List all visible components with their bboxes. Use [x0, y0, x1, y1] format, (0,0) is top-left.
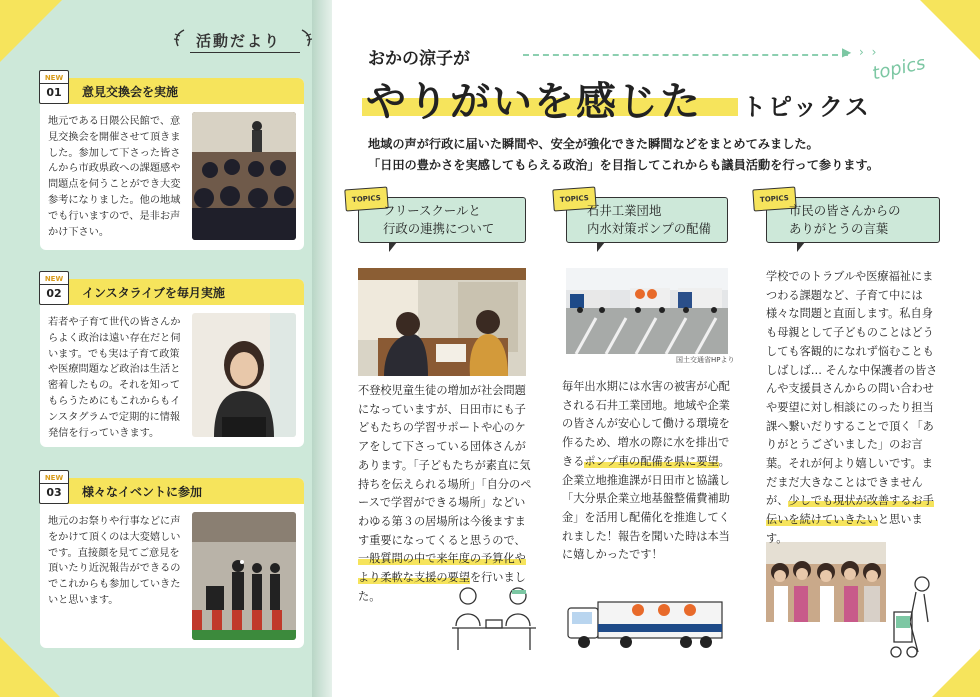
intro-line: 地域の声が行政に届いた瞬間や、安全が強化できた瞬間などをまとめてみました。	[368, 137, 819, 151]
page-title-suffix: トピックス	[742, 93, 871, 121]
new-badge: NEW 03	[39, 470, 69, 504]
topic-body: 不登校児童生徒の増加が社会問題になっていますが、日田市にも子どもたちの学習サポートや心のケアをして下さっている団体さんがあります。「子どもたちが素直に気持ちを伝えられる場所」「自分のペースで学習ができる場所」などいわゆる第３の居場所は今後ますます重要になってくると思うので、一般質問の中で来年度の予算化やより柔軟な支援の要望を行いました。	[358, 384, 532, 603]
new-badge: NEW 01	[39, 70, 69, 104]
card-title: 様々なイベントに参加	[82, 485, 203, 499]
corner-decoration	[0, 0, 62, 62]
intro-line: 「日田の豊かさを実感してもらえる政治」を目指してこれからも議員活動を行って参ります。	[368, 158, 879, 172]
page-fold	[312, 0, 332, 697]
consultation-illustration	[448, 582, 540, 652]
corner-decoration	[920, 0, 980, 60]
highlighted-text: 一般質問の中で来年度の予算化やより柔軟な支援の要望	[358, 552, 526, 585]
topic-title: 石井工業団地 内水対策ポンプの配備	[587, 203, 711, 236]
title-underline	[190, 52, 300, 53]
card-text: 若者や子育て世代の皆さんからよく政治は遠い存在だと伺います。でも実は子育て政策や医療問題など政治は生活と密着したもの。それを知ってもらうためにもこれからもインスタグラムで定期的に情報発信を行っていきます。	[48, 317, 181, 439]
activity-card	[40, 474, 304, 648]
citizens-photo	[766, 542, 886, 622]
topics-tag: TOPICS	[552, 187, 596, 212]
pump-truck-illustration	[566, 594, 726, 652]
instagram-live-photo	[192, 313, 296, 437]
leaf-icon	[172, 28, 186, 48]
topics-tag: TOPICS	[752, 187, 796, 212]
card-title: インスタライブを毎月実施	[82, 286, 225, 300]
speech-tail	[597, 242, 605, 252]
new-badge: NEW 02	[39, 271, 69, 305]
activity-column	[0, 0, 332, 697]
page-subtitle: おかの涼子が	[368, 49, 470, 69]
card-title: 意見交換会を実施	[82, 85, 179, 99]
highlighted-text: 少しでも現状が改善するお手伝いを続けていきたい	[766, 494, 934, 527]
speech-tail	[797, 242, 805, 252]
activity-card	[40, 275, 304, 447]
meeting-photo	[192, 112, 296, 240]
highlighted-text: ポンプ車の配備を県に要望	[584, 454, 719, 468]
topic-title: 市民の皆さんからの ありがとうの言葉	[789, 203, 901, 236]
speech-tail	[389, 242, 397, 252]
pump-truck-photo	[566, 268, 728, 354]
page-title: やりがいを感じた	[366, 79, 702, 125]
intro-text	[368, 134, 948, 176]
activity-card	[40, 74, 304, 250]
topics-script: topics	[870, 52, 928, 85]
card-text: 地元である日隈公民館で、意見交換会を開催させて頂きました。参加して下さった皆さんから市政県政への課題感や問題点を伺うことができ大変参考になりました。他の地域でも行いますので、是非お声かけ下さい。	[48, 116, 181, 238]
free-school-photo	[358, 268, 526, 376]
dashed-line	[523, 54, 848, 56]
card-text: 地元のお祭りや行事などに声をかけて頂くのは大変嬉しいです。直接顔を見てご意見を頂いたり近況報告ができるのでこれからも参加していきたいと思います。	[48, 516, 181, 606]
section-title: 活動だより	[196, 32, 282, 50]
topics-tag: TOPICS	[344, 187, 388, 212]
topic-heading	[351, 194, 526, 243]
photo-credit: 国土交通省HPより	[676, 356, 735, 364]
topic-heading	[559, 194, 728, 243]
corner-decoration	[932, 649, 980, 697]
arrow-icon: ▶ › ›	[842, 45, 879, 59]
topic-heading	[759, 194, 940, 243]
topic-body: 学校でのトラブルや医療福祉にまつわる課題など、子育て中には様々な問題と直面します。私自身も母親として子どものことはどうしても客観的になれず悩むこともしばしば… そんな中保護者の皆さんや支援員さんからの問い合わせや要望に対し相談にのったり担当課へ繋いだりすることで頂く「ありがとうございました」のお言葉。それが何より嬉しいです。まだまだ大きなことはできませんが、少しでも現状が改善するお手伝いを続けていきたいと思います。	[766, 270, 938, 545]
stroller-illustration	[888, 572, 938, 664]
event-photo	[192, 512, 296, 640]
topic-title: フリースクールと 行政の連携について	[383, 203, 495, 236]
topic-body: 毎年出水期には水害の被害が心配される石井工業団地。地域や企業の皆さんが安心して働ける環境を作るため、増水の際に水を排出できるポンプ車の配備を県に要望。企業立地推進課が日田市と協議し「大分県企業立地基盤整備費補助金」を活用し配備化を推進してくれました！報告を聞いた時は本当に嬉しかったです！	[562, 380, 730, 562]
